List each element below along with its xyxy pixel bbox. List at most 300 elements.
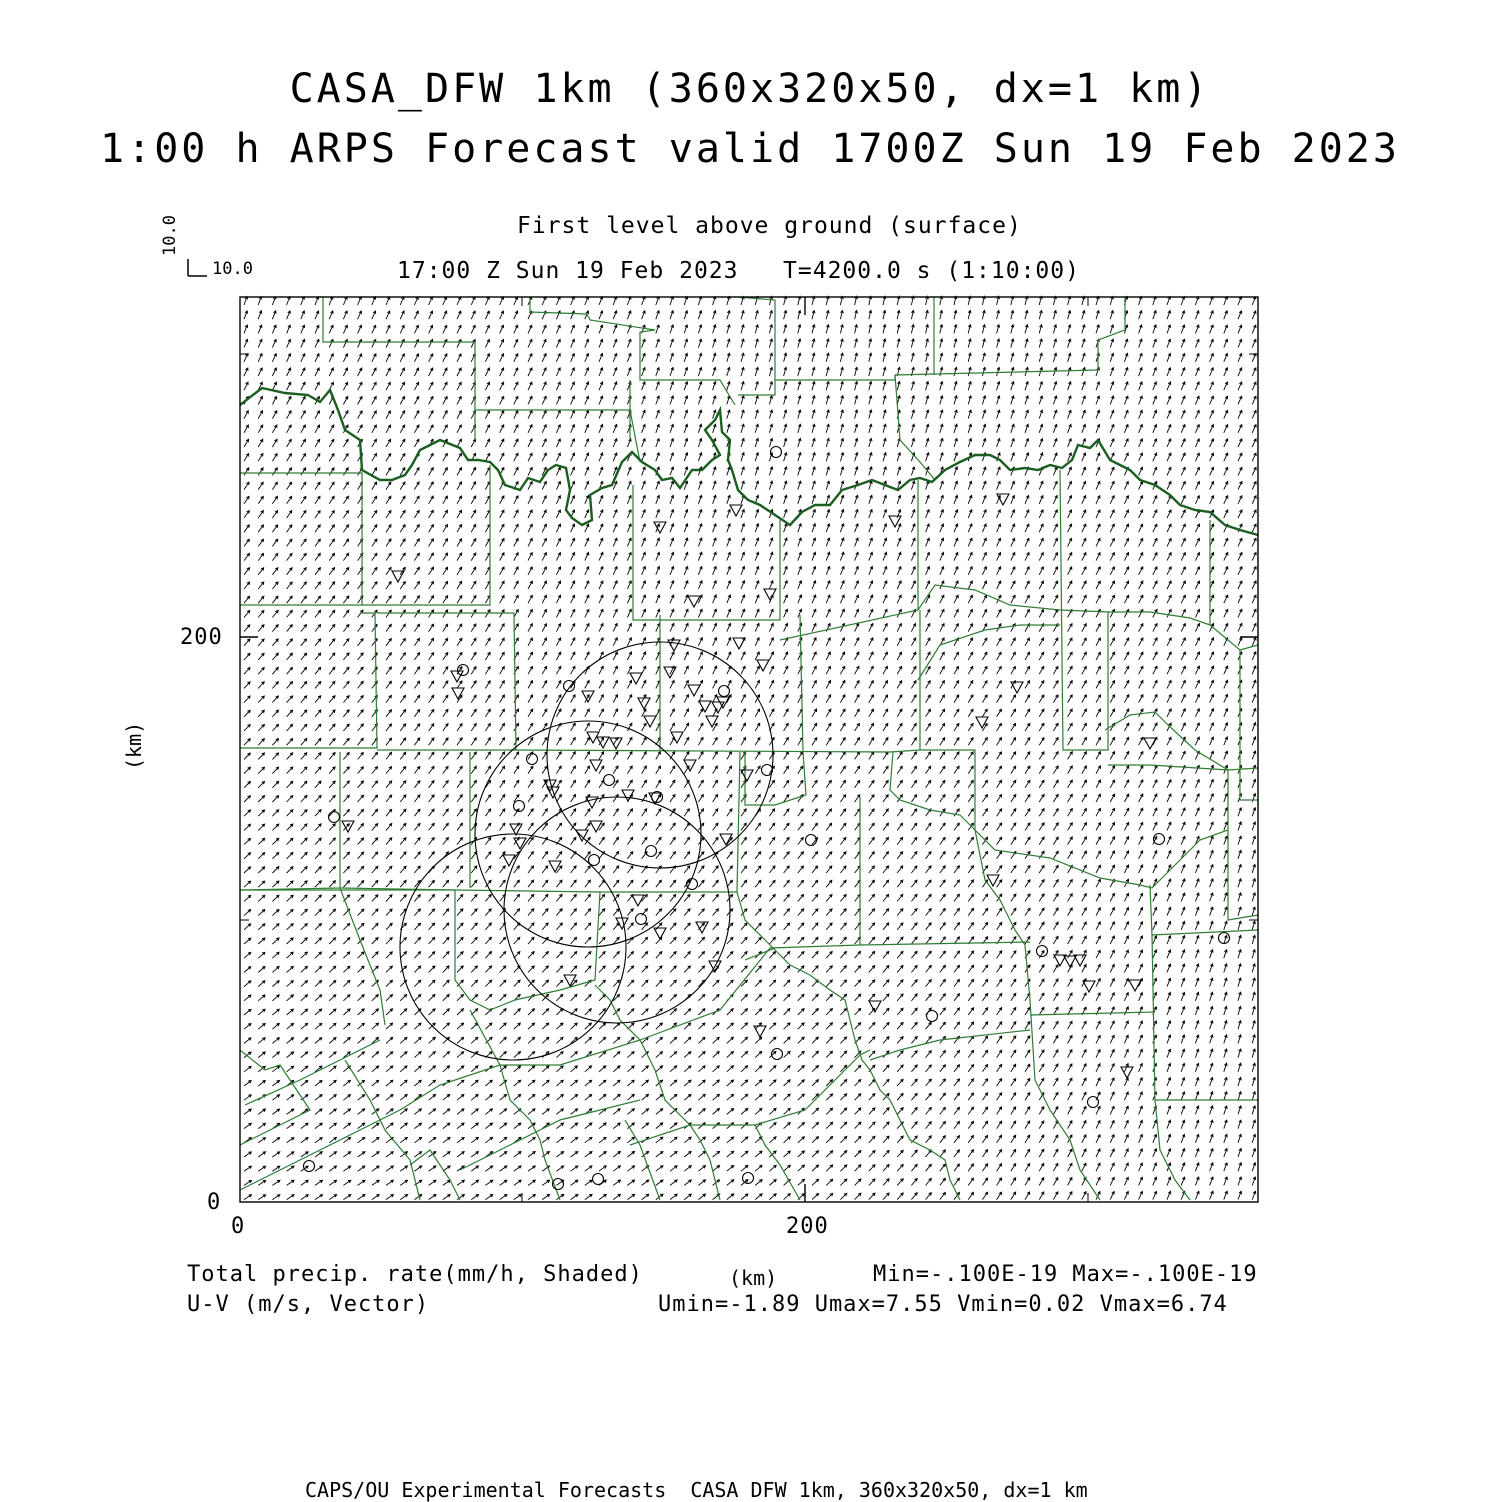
wind-vector: [386, 311, 390, 319]
wind-vector: [741, 680, 745, 688]
wind-vector: [429, 1180, 436, 1185]
wind-vector: [471, 681, 476, 689]
wind-vector: [968, 752, 973, 760]
wind-vector: [1238, 368, 1242, 376]
wind-vector: [528, 837, 533, 844]
wind-vector: [1025, 809, 1030, 817]
wind-vector: [627, 339, 631, 347]
wind-vector: [244, 1024, 251, 1030]
wind-vector: [1167, 780, 1171, 788]
wind-vector: [1181, 1149, 1185, 1157]
wind-vector: [301, 724, 307, 731]
wind-vector: [1195, 680, 1199, 688]
wind-vector: [784, 866, 790, 873]
wind-vector: [855, 852, 861, 859]
wind-vector: [258, 810, 264, 816]
wind-vector: [485, 994, 491, 1000]
wind-vector: [400, 752, 406, 759]
wind-vector: [684, 382, 688, 391]
wind-vector: [1068, 467, 1072, 475]
wind-vector: [542, 681, 547, 689]
wind-vector: [784, 895, 790, 902]
wind-vector: [926, 1136, 932, 1143]
wind-vector: [1224, 964, 1227, 973]
wind-vector: [343, 568, 348, 575]
wind-vector: [1252, 1049, 1255, 1058]
wind-vector: [1110, 950, 1114, 958]
wind-vector: [1124, 1049, 1128, 1057]
wind-vector: [1153, 1191, 1157, 1199]
wind-vector: [1195, 992, 1199, 1001]
wind-vector: [457, 297, 461, 305]
wind-vector: [883, 738, 888, 746]
wind-vector: [627, 652, 631, 660]
wind-vector: [798, 1123, 805, 1129]
wind-vector: [1252, 1191, 1256, 1199]
wind-vector: [1053, 965, 1058, 973]
wind-vector: [968, 1065, 973, 1072]
wind-vector: [599, 439, 603, 447]
wind-vector: [429, 724, 434, 731]
wind-vector: [684, 1094, 691, 1100]
wind-vector: [1082, 1121, 1086, 1129]
wind-vector: [414, 1166, 421, 1171]
wind-vector: [940, 595, 944, 603]
wind-vector: [1181, 1007, 1185, 1015]
wind-vector: [429, 539, 434, 547]
wind-vector: [911, 396, 914, 405]
wind-vector: [329, 596, 335, 603]
wind-vector: [954, 965, 960, 972]
wind-vector: [1068, 936, 1073, 944]
wind-vector: [272, 838, 278, 844]
wind-vector: [798, 339, 801, 348]
wind-vector: [698, 752, 703, 760]
wind-vector: [272, 739, 278, 746]
wind-vector: [954, 367, 957, 376]
wind-vector: [528, 368, 532, 376]
wind-vector: [1068, 908, 1073, 916]
wind-vector: [485, 510, 489, 518]
wind-vector: [400, 368, 404, 376]
y-tick-200: 200: [180, 625, 223, 650]
wind-vector: [684, 538, 688, 546]
wind-vector: [429, 482, 434, 490]
wind-vector: [698, 1023, 705, 1029]
wind-vector: [585, 354, 589, 362]
wind-vector: [1139, 396, 1143, 404]
wind-vector: [812, 780, 817, 787]
wind-vector: [968, 695, 973, 703]
wind-vector: [1224, 694, 1228, 702]
wind-vector: [1011, 567, 1015, 575]
wind-vector: [400, 425, 405, 433]
wind-vector: [755, 1151, 762, 1157]
wind-vector: [698, 1009, 705, 1015]
wind-vector: [1139, 709, 1143, 717]
wind-vector: [358, 881, 364, 888]
wind-vector: [840, 823, 845, 830]
wind-vector: [698, 581, 702, 589]
wind-vector: [1082, 965, 1086, 973]
wind-vector: [1224, 624, 1228, 632]
wind-vector: [287, 824, 293, 830]
wind-vector: [358, 1180, 365, 1185]
wind-vector: [883, 1079, 889, 1086]
wind-vector: [968, 681, 973, 689]
wind-vector: [343, 1166, 350, 1171]
wind-vector: [1110, 1064, 1114, 1072]
wind-vector: [826, 353, 829, 362]
wind-vector: [244, 1081, 251, 1086]
wind-vector: [784, 1194, 791, 1200]
station-circle: [806, 835, 817, 846]
wind-vector: [1224, 368, 1228, 376]
wind-vector: [386, 752, 392, 759]
wind-vector: [997, 908, 1002, 915]
wind-vector: [656, 1094, 663, 1100]
wind-vector: [514, 311, 518, 319]
wind-vector: [897, 980, 903, 987]
wind-vector: [400, 525, 405, 533]
wind-vector: [784, 709, 789, 717]
wind-vector: [400, 340, 404, 348]
wind-vector: [755, 595, 759, 603]
wind-vector: [1011, 353, 1014, 362]
wind-vector: [443, 340, 447, 348]
wind-vector: [670, 524, 674, 532]
wind-vector: [514, 1123, 521, 1129]
wind-vector: [258, 439, 263, 447]
wind-vector: [897, 880, 903, 887]
wind-vector: [599, 624, 603, 632]
wind-vector: [954, 1008, 960, 1015]
wind-vector: [358, 710, 364, 717]
wind-vector: [1025, 837, 1030, 845]
wind-vector: [514, 1080, 521, 1086]
wind-vector: [528, 595, 532, 603]
wind-vector: [372, 340, 376, 348]
wind-vector: [869, 1037, 875, 1044]
wind-vector: [954, 780, 959, 787]
wind-vector: [940, 738, 945, 746]
wind-vector: [1181, 1177, 1185, 1185]
wind-vector: [1110, 1035, 1114, 1043]
wind-vector: [1210, 822, 1214, 830]
wind-vector: [755, 1051, 762, 1057]
wind-vector: [1011, 652, 1016, 660]
wind-vector: [727, 1052, 734, 1058]
wind-vector: [429, 880, 435, 887]
wind-vector: [1096, 979, 1100, 987]
wind-vector: [258, 1180, 266, 1185]
wind-vector: [1210, 950, 1214, 959]
wind-vector: [642, 980, 648, 986]
wind-vector: [627, 624, 631, 632]
wind-vector: [670, 980, 676, 986]
wind-vector: [358, 1066, 365, 1072]
wind-vector: [1195, 425, 1199, 433]
wind-vector: [684, 1037, 691, 1043]
wind-vector: [272, 710, 278, 717]
wind-vector: [883, 1122, 889, 1129]
wind-vector: [670, 1080, 677, 1086]
wind-vector: [414, 695, 419, 702]
wind-vector: [414, 482, 419, 490]
wind-vector: [684, 410, 688, 419]
wind-vector: [926, 638, 930, 646]
wind-vector: [812, 937, 818, 944]
wind-vector: [1053, 567, 1057, 575]
wind-vector: [1139, 1120, 1143, 1128]
wind-vector: [926, 1122, 932, 1129]
wind-vector: [329, 895, 335, 901]
wind-vector: [1082, 1135, 1086, 1143]
wind-vector: [997, 837, 1002, 844]
wind-vector: [713, 367, 716, 376]
wind-vector: [755, 552, 759, 560]
wind-vector: [1181, 1134, 1185, 1142]
wind-vector: [1053, 1121, 1057, 1129]
wind-vector: [1039, 951, 1044, 959]
wind-vector: [1068, 553, 1072, 561]
wind-vector: [670, 325, 674, 334]
wind-vector: [1210, 936, 1214, 945]
wind-vector: [627, 552, 631, 560]
wind-vector: [429, 952, 435, 959]
wind-vector: [769, 895, 775, 902]
wind-vector: [315, 468, 320, 476]
wind-vector: [301, 325, 305, 333]
wind-vector: [1167, 1191, 1171, 1199]
wind-vector: [1039, 1078, 1044, 1086]
wind-vector: [287, 382, 291, 390]
wind-vector: [414, 966, 420, 972]
wind-vector: [656, 623, 660, 631]
wind-vector: [911, 994, 917, 1001]
wind-vector: [755, 652, 759, 660]
wind-vector: [1082, 553, 1086, 561]
wind-vector: [1011, 1107, 1016, 1115]
wind-vector: [1252, 1063, 1255, 1072]
wind-vector: [997, 410, 1000, 419]
wind-vector: [670, 766, 675, 774]
wind-vector: [414, 781, 420, 788]
wind-vector: [869, 1079, 875, 1086]
wind-vector: [642, 652, 646, 660]
wind-vector: [372, 496, 377, 504]
wind-vector: [1195, 1134, 1199, 1142]
wind-vector: [372, 482, 377, 490]
wind-vector: [471, 581, 476, 589]
wind-vector: [926, 723, 931, 731]
wind-vector: [1053, 823, 1058, 831]
wind-vector: [1238, 893, 1241, 902]
wind-vector: [997, 353, 1000, 362]
wind-vector: [1167, 638, 1171, 646]
wind-vector: [869, 766, 874, 773]
wind-vector: [457, 567, 462, 575]
wind-vector: [1195, 666, 1199, 674]
wind-vector: [542, 1080, 549, 1086]
wind-vector: [798, 937, 804, 944]
wind-vector: [386, 795, 392, 802]
wind-vector: [642, 1109, 649, 1115]
wind-vector: [1224, 1078, 1227, 1087]
wind-vector: [287, 1109, 294, 1114]
wind-vector: [855, 766, 860, 773]
wind-vector: [855, 1008, 861, 1015]
wind-vector: [855, 353, 858, 362]
wind-vector: [883, 766, 888, 773]
wind-vector: [599, 837, 604, 844]
wind-vector: [812, 481, 815, 490]
wind-vector: [798, 895, 804, 902]
wind-vector: [258, 496, 263, 503]
wind-vector: [443, 539, 448, 547]
wind-vector: [1210, 1177, 1214, 1185]
wind-vector: [1252, 921, 1255, 930]
wind-vector: [997, 638, 1001, 646]
wind-vector: [514, 1195, 521, 1200]
wind-vector: [1025, 1164, 1030, 1172]
wind-vector: [1195, 453, 1199, 461]
wind-vector: [656, 552, 660, 560]
wind-vector: [343, 1195, 351, 1200]
wind-vector: [1238, 325, 1242, 333]
wind-vector: [1139, 950, 1143, 958]
wind-vector: [982, 510, 986, 518]
wind-vector: [372, 838, 378, 845]
wind-vector: [613, 752, 618, 760]
wind-vector: [258, 596, 264, 603]
wind-vector: [869, 966, 875, 973]
wind-vector: [244, 382, 248, 390]
wind-vector: [1082, 709, 1087, 717]
wind-vector: [1096, 1035, 1100, 1043]
wind-vector: [1025, 766, 1030, 774]
wind-vector: [1068, 880, 1073, 888]
wind-vector: [585, 496, 589, 504]
wind-vector: [982, 339, 985, 348]
wind-vector: [1252, 779, 1256, 788]
wind-vector: [1096, 382, 1100, 390]
wind-vector: [358, 425, 363, 433]
wind-vector: [940, 795, 945, 802]
wind-vector: [287, 1123, 294, 1128]
wind-vector: [258, 368, 262, 376]
wind-vector: [542, 852, 547, 859]
wind-vector: [968, 1150, 973, 1157]
wind-vector: [1139, 353, 1143, 361]
wind-vector: [1053, 1149, 1057, 1157]
wind-vector: [741, 325, 744, 334]
wind-vector: [1124, 723, 1128, 731]
wind-vector: [812, 909, 818, 916]
wind-vector: [940, 538, 944, 546]
wind-vector: [528, 966, 534, 973]
wind-vector: [386, 439, 391, 447]
wind-vector: [1139, 1177, 1143, 1185]
wind-vector: [1210, 1021, 1213, 1029]
wind-vector: [1068, 567, 1072, 575]
wind-vector: [571, 795, 576, 803]
wind-vector: [769, 1194, 776, 1200]
wind-vector: [911, 638, 915, 646]
wind-vector: [471, 325, 475, 333]
wind-vector: [386, 624, 391, 631]
wind-vector: [343, 1095, 350, 1101]
wind-vector: [556, 880, 562, 887]
wind-vector: [1068, 1192, 1072, 1200]
wind-vector: [1124, 1092, 1128, 1100]
wind-vector: [826, 567, 830, 575]
wind-vector: [1238, 623, 1242, 631]
wind-vector: [755, 438, 758, 447]
wind-vector: [585, 1037, 592, 1043]
wind-vector: [443, 766, 448, 773]
wind-vector: [443, 838, 449, 845]
wind-vector: [414, 738, 419, 745]
wind-vector: [812, 1122, 819, 1128]
wind-vector: [670, 1066, 677, 1072]
wind-vector: [1210, 709, 1214, 717]
wind-vector: [1124, 510, 1128, 518]
wind-vector: [812, 495, 815, 504]
wind-vector: [613, 880, 619, 887]
wind-vector: [613, 339, 617, 347]
station-circle: [636, 914, 647, 925]
wind-vector: [911, 894, 917, 901]
wind-vector: [386, 340, 390, 348]
wind-vector: [556, 709, 561, 717]
wind-vector: [400, 496, 405, 504]
wind-vector: [784, 353, 787, 362]
wind-vector: [1082, 524, 1086, 532]
wind-vector: [1096, 1021, 1100, 1029]
wind-vector: [642, 453, 646, 461]
wind-vector: [1011, 880, 1016, 887]
wind-vector: [1238, 1149, 1242, 1158]
wind-vector: [556, 382, 560, 390]
wind-vector: [500, 425, 504, 433]
wind-vector: [244, 952, 251, 958]
wind-vector: [656, 609, 660, 617]
wind-vector: [883, 966, 889, 973]
wind-vector: [372, 752, 378, 759]
wind-vector: [358, 325, 362, 333]
wind-vector: [997, 1107, 1002, 1115]
wind-vector: [315, 682, 321, 689]
wind-vector: [698, 481, 702, 490]
wind-vector: [1252, 1006, 1255, 1015]
wind-vector: [855, 652, 859, 660]
wind-vector: [855, 339, 858, 348]
wind-vector: [656, 325, 660, 333]
wind-vector: [500, 723, 505, 731]
wind-vector: [1181, 624, 1185, 632]
wind-vector: [1181, 1049, 1185, 1057]
wind-vector: [287, 981, 294, 987]
wind-vector: [443, 809, 449, 816]
wind-vector: [954, 1079, 960, 1086]
wind-vector: [386, 1009, 393, 1015]
wind-vector: [1096, 1050, 1100, 1058]
wind-vector: [1039, 1135, 1044, 1143]
wind-vector: [258, 1166, 265, 1171]
wind-vector: [1096, 666, 1100, 674]
wind-vector: [1011, 481, 1015, 489]
